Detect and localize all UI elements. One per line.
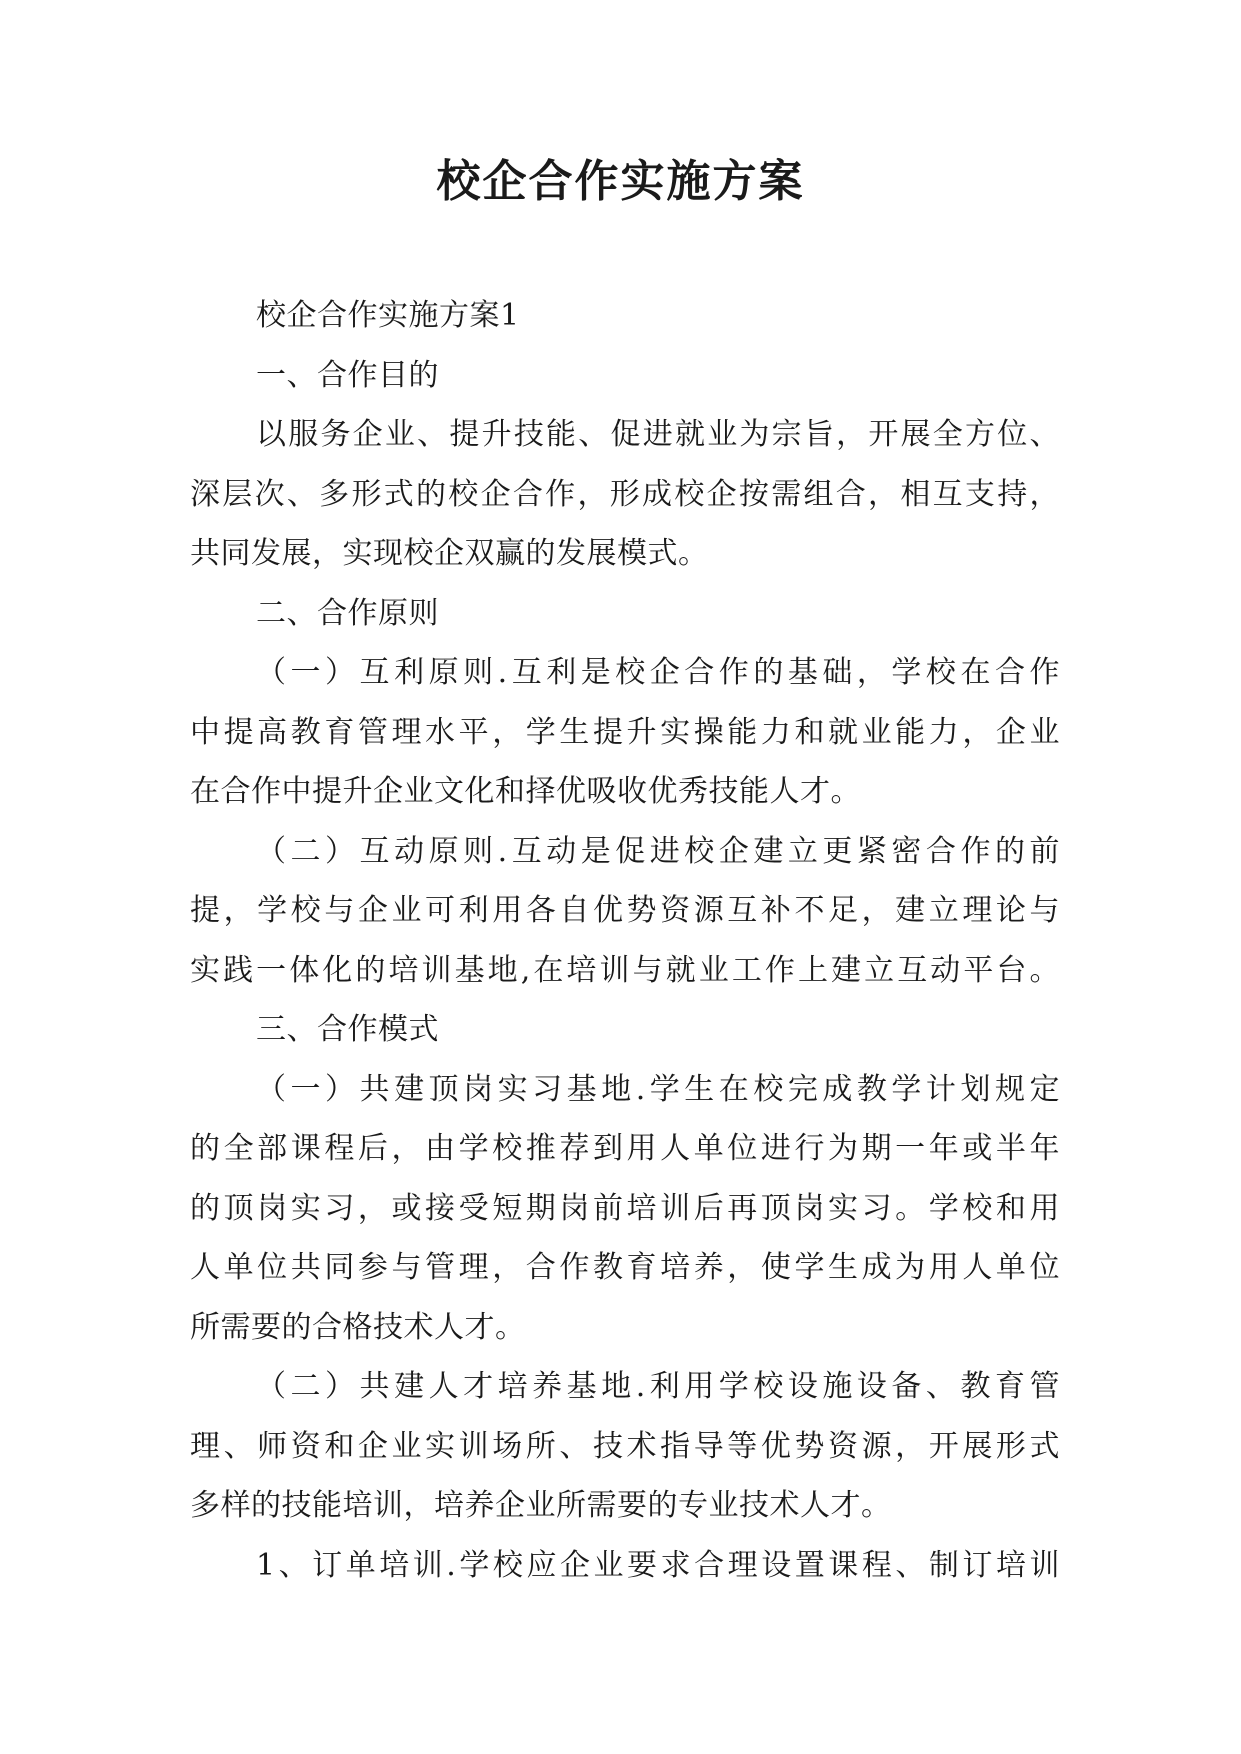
text-line: （一）共建顶岗实习基地.学生在校完成教学计划规定 bbox=[256, 1071, 1060, 1107]
text-line: 所需要的合格技术人才。 bbox=[190, 1309, 526, 1345]
text-line: 中提高教育管理水平，学生提升实操能力和就业能力，企业 bbox=[190, 714, 1060, 750]
text-line: 人单位共同参与管理，合作教育培养，使学生成为用人单位 bbox=[190, 1250, 1060, 1285]
text-line: （二）互动原则.互动是促进校企建立更紧密合作的前 bbox=[256, 833, 1060, 869]
document-title: 校企合作实施方案 bbox=[436, 156, 805, 207]
text-line: 三、合作模式 bbox=[256, 1012, 439, 1047]
text-line: 实践一体化的培训基地,在培训与就业工作上建立互动平台。 bbox=[190, 952, 1060, 988]
text-line: 在合作中提升企业文化和择优吸收优秀技能人才。 bbox=[190, 774, 861, 809]
text-line: （二）共建人才培养基地.利用学校设施设备、教育管 bbox=[256, 1369, 1060, 1404]
text-line: 二、合作原则 bbox=[256, 595, 439, 631]
text-line: 一、合作目的 bbox=[256, 357, 439, 393]
text-line: 提，学校与企业可利用各自优势资源互补不足，建立理论与 bbox=[190, 893, 1060, 928]
text-line: 共同发展，实现校企双赢的发展模式。 bbox=[190, 536, 709, 571]
text-line: 深层次、多形式的校企合作，形成校企按需组合，相互支持， bbox=[190, 476, 1060, 512]
text-line: 理、师资和企业实训场所、技术指导等优势资源，开展形式 bbox=[190, 1428, 1060, 1464]
text-line: 的全部课程后，由学校推荐到用人单位进行为期一年或半年 bbox=[190, 1131, 1060, 1166]
text-line: 以服务企业、提升技能、促进就业为宗旨，开展全方位、 bbox=[256, 417, 1060, 452]
text-line: 多样的技能培训，培养企业所需要的专业技术人才。 bbox=[190, 1488, 892, 1523]
document-body bbox=[190, 286, 1060, 1595]
text-line: 的顶岗实习，或接受短期岗前培训后再顶岗实习。学校和用 bbox=[190, 1190, 1060, 1226]
text-line: 校企合作实施方案1 bbox=[256, 298, 520, 333]
text-line: 1、订单培训.学校应企业要求合理设置课程、制订培训 bbox=[256, 1547, 1060, 1583]
text-line: （一）互利原则.互利是校企合作的基础，学校在合作 bbox=[256, 655, 1060, 690]
